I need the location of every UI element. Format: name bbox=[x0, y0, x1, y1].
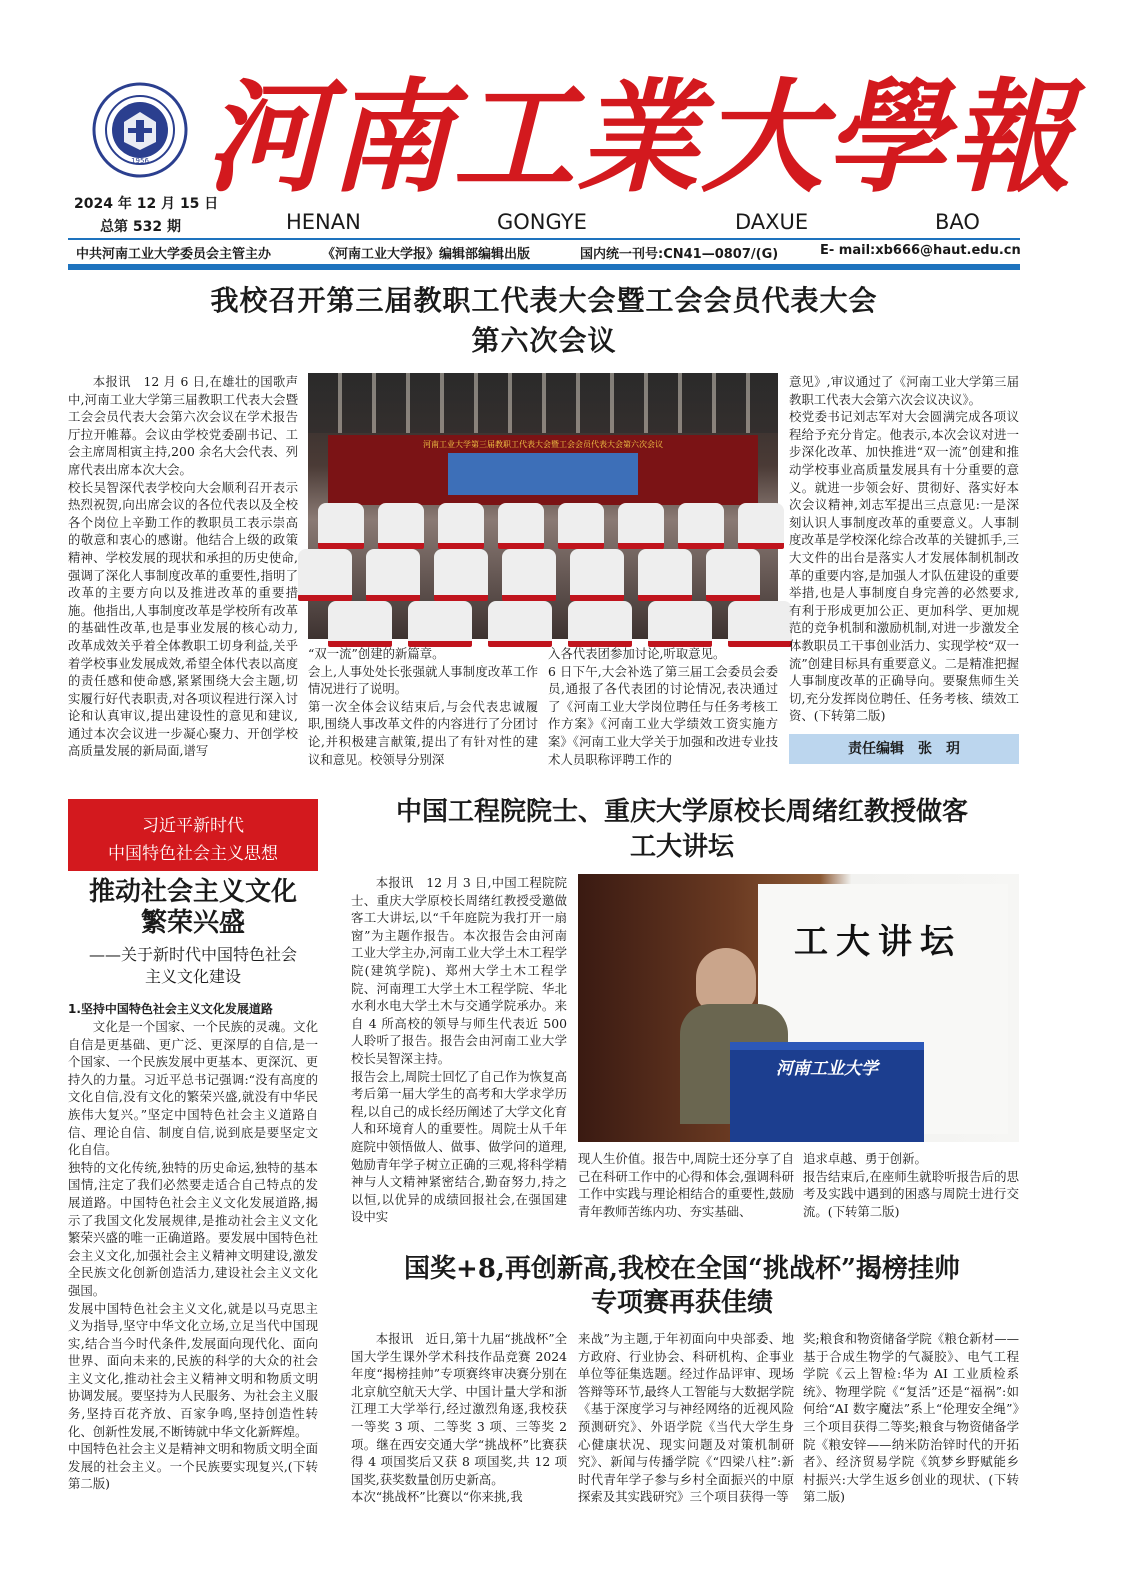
article1-col1: 本报讯 12 月 6 日,在雄壮的国歌声中,河南工业大学第三届教职工代表大会暨工会会员代表大会第六次会议在学术报告厅拉开帷幕。会议由学校党委副书记、工会主席周相寅主持,200 余名大会代表、列席代表出席本次大会。 校长吴智深代表学校向大会顺利召开表示热烈祝贺,向出席会议的各位代表以及全校各个岗位上辛勤工作的教职员工表示崇高的敬意和衷心的感谢。他结合上级的政策精神、学校发展的现状和承担的历史使命,强调了深化人事制度改革的重要性,指明了改革的主要方向以及推进改革的重要措施。他指出,人事制度改革是学校所有改革的基础性改革,也是事业发展的核心动力,改革成效关乎着全体教职工切身利益,关乎着学校事业发展成效,希望全体代表以高度的责任感和使命感,紧紧围绕大会主题,切实履行好代表职责,对各项议程进行深入讨论和认真审议,提出建设性的意见和建议,通过本次会议进一步凝心聚力、开创学校高质量发展的新局面,谱写 bbox=[68, 374, 298, 759]
lecture-board-title: 工大讲坛 bbox=[794, 922, 962, 962]
article2-title-line2: 工大讲坛 bbox=[629, 832, 734, 862]
article2-col3: 追求卓越、勇于创新。 报告结束后,在座师生就聆听报告后的思考及实践中遇到的困惑与周院士进行交流。(下转第二版) bbox=[803, 1151, 1019, 1219]
issue-number: 总第 532 期 bbox=[100, 219, 181, 235]
editor-credit: 责任编辑 张 玥 bbox=[789, 734, 1019, 764]
issue-date: 2024 年 12 月 15 日 bbox=[74, 196, 219, 212]
article1-photo bbox=[308, 373, 778, 639]
article1-title-line2: 第六次会议 bbox=[471, 324, 617, 357]
stage-screen bbox=[448, 453, 638, 495]
sidebar-banner-line1: 习近平新时代 bbox=[142, 816, 244, 836]
article1-title-line1: 我校召开第三届教职工代表大会暨工会会员代表大会 bbox=[210, 284, 878, 317]
info-issn: 国内统一刊号:CN41—0807/(G) bbox=[580, 247, 779, 262]
article2-col1: 本报讯 12 月 3 日,中国工程院院士、重庆大学原校长周绪红教授受邀做客工大讲坛,以“千年庭院为我打开一扇窗”为主题作报告。本次报告会由河南工业大学主办,河南工业大学土木工程学院(建筑学院)、郑州大学土木工程学院、河南理工大学土木工程学院、华北水利水电大学土木与交通学院承办。来自 4 所高校的领导与师生代表近 500 人聆听了报告。报告会由河南工业大学校长吴智深主持。 报告会上,周院士回忆了自己作为恢复高考后第一届大学生的高考和大学求学历程,以自己的成长经历阐述了大学文化育人和环境育人的重要性。周院士从千年庭院中领悟做人、做事、做学问的道理,勉励青年学子树立正确的三观,将科学精神与人文精神紧密结合,勤奋努力,持之以恒,以优异的成绩回报社会,在强国建设中实 bbox=[351, 875, 567, 1225]
article3-col3: 奖;粮食和物资储备学院《粮仓新材——基于合成生物学的气凝胶》、电气工程学院《云上智检:华为 AI 工业质检系统》、物理学院《“复活”还是“福祸”:如何给“AI 数字魔法”系上“伦理安全绳”》三个项目获得二等奖;粮食与物资储备学院《粮安锌——纳米防治锌时代的开拓者》、经济贸易学院《筑梦乡野赋能乡村振兴:大学生返乡创业的现状、(下转第二版) bbox=[803, 1331, 1019, 1505]
article1-col4: 意见》,审议通过了《河南工业大学第三届教职工代表大会第六次会议决议》。 校党委书记刘志军对大会圆满完成各项议程给予充分肯定。他表示,本次会议对进一步深化改革、加快推进“双一流”创建和推动学校事业高质量发展具有十分重要的意义。就进一步领会好、贯彻好、落实好本次会议精神,刘志军提出三点意见:一是深刻认识人事制度改革的重要意义。人事制度改革是学校深化综合改革的关键抓手,三大文件的出台是落实人才发展体制机制改革的重要内容,是加强人才队伍建设的重要举措,也是人事制度自身完善的必然要求,有利于形成更加公正、更加科学、更加规范的竞争机制和激励机制,对进一步激发全体教职员工干事创业活力、实现学校“双一流”创建目标具有重要意义。二是精准把握人事制度改革的正确导向。要聚焦师生关切,充分发挥岗位聘任、任务考核、绩效工资、(下转第二版) bbox=[789, 374, 1019, 724]
pinyin-henan: HENAN bbox=[286, 210, 361, 234]
article3-col2: 来战”为主题,于年初面向中央部委、地方政府、行业协会、科研机构、企事业单位等征集选题。经过作品评审、现场答辩等环节,最终人工智能与大数据学院《基于深度学习与神经网络的近视风险预测研究》、外语学院《当代大学生身心健康状况、现实问题及对策机制研究》、新闻与传播学院《“四梁八柱”:新时代青年学子参与乡村全面振兴的中原探索及其实践研究》三个项目获得一等 bbox=[578, 1331, 794, 1505]
masthead bbox=[0, 0, 1122, 270]
sidebar-body: 文化是一个国家、一个民族的灵魂。文化自信是更基础、更广泛、更深厚的自信,是一个国家、一个民族发展中更基本、更深沉、更持久的力量。习近平总书记强调:“没有高度的文化自信,没有文化的繁荣兴盛,就没有中华民族伟大复兴。”坚定中国特色社会主义道路自信、理论自信、制度自信,说到底是要坚定文化自信。 独特的文化传统,独特的历史命运,独特的基本国情,注定了我们必然要走适合自己特点的发展道路。中国特色社会主义文化发展道路,揭示了我国文化发展规律,是推动社会主义文化繁荣兴盛的唯一正确道路。要发展中国特色社会主义文化,加强社会主义精神文明建设,激发全民族文化创新创造活力,建设社会主义文化强国。 发展中国特色社会主义文化,就是以马克思主义为指导,坚守中华文化立场,立足当代中国现实,结合当今时代条件,发展面向现代化、面向世界、面向未来的,民族的科学的大众的社会主义文化,推动社会主义精神文明和物质文明协调发展。要坚持为人民服务、为社会主义服务,坚持百花齐放、百家争鸣,坚持创造性转化、创新性发展,不断铸就中华文化新辉煌。 中国特色社会主义是精神文明和物质文明全面发展的社会主义。一个民族要实现复兴,(下转第二版) bbox=[68, 1019, 318, 1492]
masthead-rule-bottom bbox=[68, 264, 1020, 270]
article3-title-line1: 国奖+8,再创新高,我校在全国“挑战杯”揭榜挂帅 bbox=[404, 1254, 960, 1284]
article1-col3: 入各代表团参加讨论,听取意见。 6 日下午,大会补选了第三届工会委员会委员,通报了各代表团的讨论情况,表决通过了《河南工业大学岗位聘任与任务考核工作方案》《河南工业大学绩效工资实施方案》《河南工业大学关于加强和改进专业技术人员职称评聘工作的 bbox=[548, 646, 778, 767]
pinyin-bao: BAO bbox=[935, 210, 980, 234]
ceiling-lights bbox=[308, 373, 778, 433]
sidebar-section-head: 1.坚持中国特色社会主义文化发展道路 bbox=[68, 1002, 273, 1016]
masthead-rule-top bbox=[68, 238, 1020, 240]
masthead-title: 河南工業大學報 bbox=[205, 65, 1073, 209]
sidebar-subtitle-line2: 主义文化建设 bbox=[144, 967, 241, 986]
svg-text:1956: 1956 bbox=[131, 157, 149, 165]
article3-title-line2: 专项赛再获佳绩 bbox=[590, 1288, 773, 1318]
article3-col1: 本报讯 近日,第十九届“挑战杯”全国大学生课外学术科技作品竞赛 2024 年度“揭榜挂帅”专项赛终审决赛分别在北京航空航天大学、中国计量大学和浙江理工大学举行,经过激烈角逐,我校获一等奖 3 项、二等奖 3 项、三等奖 2 项。继在西安交通大学“挑战杯”比赛获得 4 项国奖后又获 8 项国奖,共 12 项国奖,获奖数量创历史新高。 本次“挑战杯”比赛以“你来挑,我 bbox=[351, 1331, 567, 1505]
sidebar-title-line2: 繁荣兴盛 bbox=[140, 908, 245, 938]
article2-title-line1: 中国工程院院士、重庆大学原校长周绪红教授做客 bbox=[395, 797, 968, 827]
university-seal-icon bbox=[92, 82, 188, 178]
info-publisher: 中共河南工业大学委员会主管主办 bbox=[76, 247, 272, 262]
info-email[interactable]: E- mail:xb666@haut.edu.cn bbox=[820, 243, 1021, 258]
sidebar-banner-line2: 中国特色社会主义思想 bbox=[108, 844, 278, 864]
podium-text: 河南工业大学 bbox=[776, 1059, 878, 1079]
sidebar-banner bbox=[68, 799, 318, 871]
pinyin-gongye: GONGYE bbox=[497, 210, 587, 234]
sidebar-title-line1: 推动社会主义文化 bbox=[88, 877, 297, 907]
audience-seats bbox=[308, 503, 778, 639]
stage-banner: 河南工业大学第三届教职工代表大会暨工会会员代表大会第六次会议 bbox=[423, 440, 663, 449]
speaker bbox=[696, 948, 756, 1012]
article1-col2: “双一流”创建的新篇章。 会上,人事处处长张强就人事制度改革工作情况进行了说明。 第一次全体会议结束后,与会代表忠诚履职,围绕人事改革文件的内容进行了分团讨论,并积极建言献策,提出了有针对性的建议和意见。校领导分别深 bbox=[308, 646, 538, 767]
info-editor: 《河南工业大学报》编辑部编辑出版 bbox=[322, 247, 531, 262]
article2-col2: 现人生价值。报告中,周院士还分享了自己在科研工作中的心得和体会,强调科研工作中实践与理论相结合的重要性,鼓励青年教师苦练内功、夯实基础、 bbox=[578, 1151, 794, 1219]
pinyin-daxue: DAXUE bbox=[735, 210, 809, 234]
article2-photo bbox=[578, 874, 1019, 1142]
sidebar-subtitle-line1: ——关于新时代中国特色社会 bbox=[88, 945, 297, 964]
